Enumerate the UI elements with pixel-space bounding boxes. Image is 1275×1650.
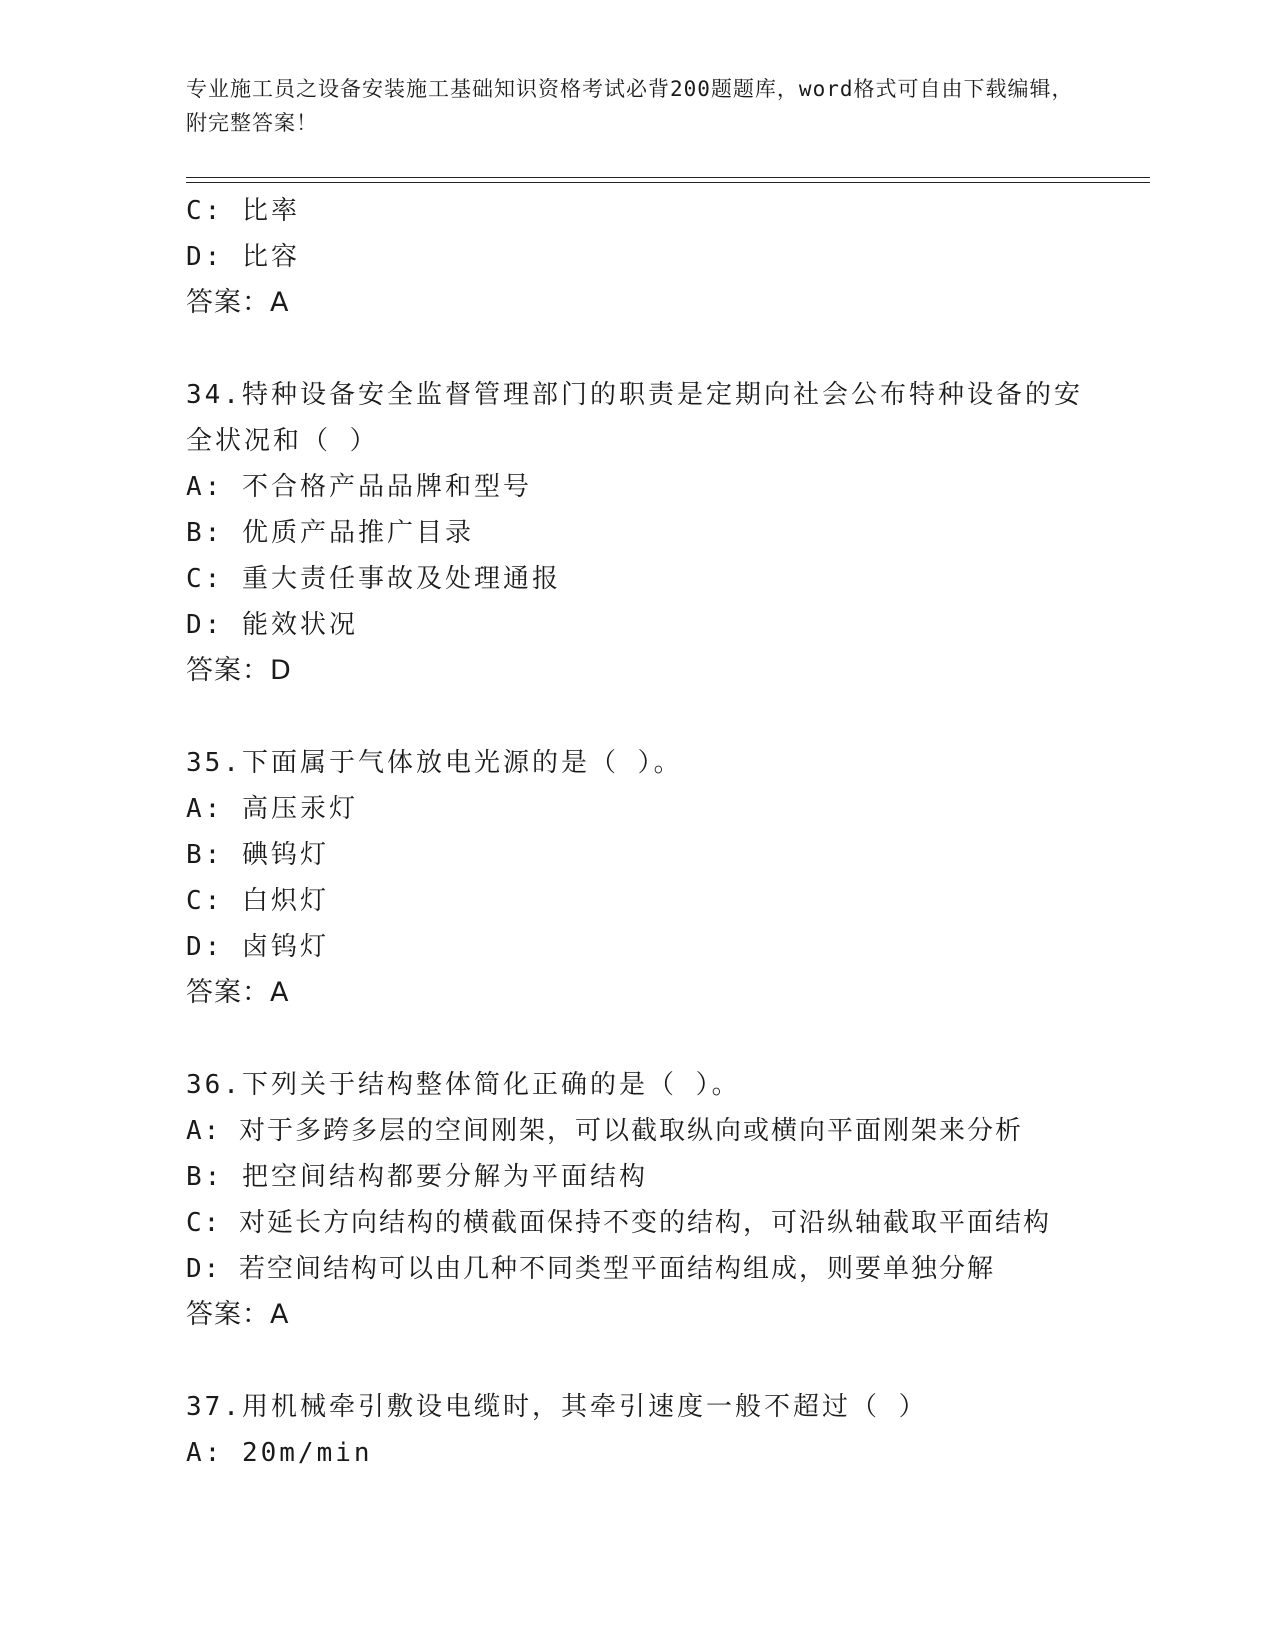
- answer-line: 答案：A: [186, 1299, 290, 1330]
- option-letter: C:: [186, 886, 224, 916]
- option-text: 若空间结构可以由几种不同类型平面结构组成，则要单独分解: [238, 1254, 995, 1284]
- option-c: [186, 556, 1086, 602]
- option-a: [186, 786, 1086, 832]
- option-letter: D:: [186, 932, 224, 962]
- answer-line: 答案：A: [186, 287, 290, 318]
- option-a: [186, 464, 1086, 510]
- option-text: 把空间结构都要分解为平面结构: [241, 1162, 648, 1192]
- option-text: 比容: [241, 242, 300, 272]
- option-text: 碘钨灯: [241, 840, 329, 870]
- question-title: 36.下列关于结构整体简化正确的是（ ）。: [186, 1070, 741, 1100]
- option-text: 高压汞灯: [241, 794, 358, 824]
- option-a: [186, 1430, 1086, 1476]
- option-text: 重大责任事故及处理通报: [241, 564, 561, 594]
- option-b: [186, 510, 1086, 556]
- option-d: [186, 924, 1086, 970]
- option-text: 20m/min: [241, 1438, 373, 1468]
- option-text: 比率: [241, 196, 300, 226]
- answer-line: 答案：A: [186, 977, 290, 1008]
- option-letter: A:: [186, 472, 224, 502]
- option-c: [186, 1200, 1086, 1246]
- option-c: [186, 188, 1086, 234]
- question-list: [186, 188, 1086, 1476]
- option-text: 卤钨灯: [241, 932, 329, 962]
- option-letter: D:: [186, 610, 224, 640]
- spacer: [186, 694, 1086, 740]
- option-b: [186, 832, 1086, 878]
- option-text: 白炽灯: [241, 886, 329, 916]
- question-title: 34.特种设备安全监督管理部门的职责是定期向社会公布特种设备的安全状况和（ ）: [186, 380, 1083, 456]
- option-text: 能效状况: [241, 610, 358, 640]
- spacer: [186, 326, 1086, 372]
- option-text: 对延长方向结构的横截面保持不变的结构，可沿纵轴截取平面结构: [238, 1208, 1051, 1238]
- option-text: 优质产品推广目录: [241, 518, 474, 548]
- option-letter: B:: [186, 1162, 224, 1192]
- option-letter: C:: [186, 564, 224, 594]
- option-letter: B:: [186, 518, 224, 548]
- option-d: [186, 602, 1086, 648]
- answer-line: 答案：D: [186, 655, 292, 686]
- option-letter: C:: [186, 196, 224, 226]
- option-letter: D:: [186, 1254, 222, 1284]
- spacer: [186, 1016, 1086, 1062]
- option-d: [186, 234, 1086, 280]
- spacer: [186, 1338, 1086, 1384]
- option-text: 对于多跨多层的空间刚架，可以截取纵向或横向平面刚架来分析: [238, 1116, 1023, 1146]
- option-b: [186, 1154, 1086, 1200]
- question-title: 37.用机械牵引敷设电缆时，其牵引速度一般不超过（ ）: [186, 1392, 928, 1422]
- option-a: [186, 1108, 1086, 1154]
- option-text: 不合格产品品牌和型号: [241, 472, 532, 502]
- option-letter: B:: [186, 840, 224, 870]
- option-letter: C:: [186, 1208, 222, 1238]
- question-title: 35.下面属于气体放电光源的是（ ）。: [186, 748, 683, 778]
- option-letter: A:: [186, 1438, 224, 1468]
- option-letter: A:: [186, 794, 224, 824]
- header-divider-top: [186, 177, 1150, 178]
- option-letter: D:: [186, 242, 224, 272]
- option-c: [186, 878, 1086, 924]
- document-header: 专业施工员之设备安装施工基础知识资格考试必背200题题库，word格式可自由下载编辑，附完整答案！: [186, 77, 1074, 135]
- option-d: [186, 1246, 1086, 1292]
- header-divider-bottom: [186, 182, 1150, 183]
- option-letter: A:: [186, 1116, 222, 1146]
